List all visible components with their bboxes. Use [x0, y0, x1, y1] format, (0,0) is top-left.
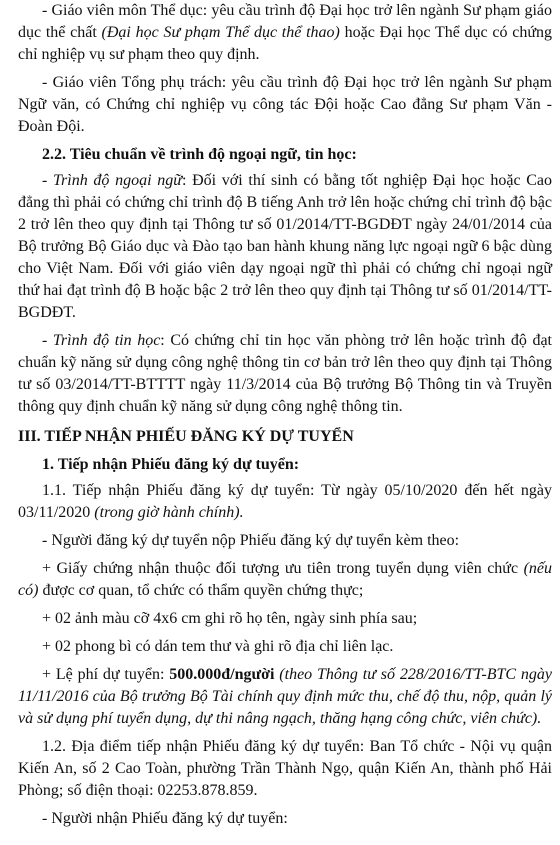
paragraph-receiver: - Người nhận Phiếu đăng ký dự tuyển:: [42, 810, 288, 827]
list-item-certificate: [18, 558, 552, 602]
heading-2-2: 2.2. Tiêu chuẩn về trình độ ngoại ngữ, tin học:: [42, 146, 357, 163]
heading-section-III: III. TIẾP NHẬN PHIẾU ĐĂNG KÝ DỰ TUYỂN: [18, 428, 354, 445]
italic-segment: (Đại học Sư phạm Thể dục thể thao): [101, 24, 340, 41]
list-item-photos: + 02 ảnh màu cỡ 4x6 cm ghi rõ họ tên, ngày sinh phía sau;: [42, 610, 418, 627]
fee-amount: 500.000đ/người: [169, 666, 275, 683]
text-segment: - Giáo viên môn Thể dục: yêu cầu trình độ Đại học trở lên ngành Sư phạm giáo dục thể chất: [18, 2, 552, 41]
paragraph-it-skills: [18, 330, 552, 418]
text-segment: : Đối với thí sinh có bằng tốt nghiệp Đại học hoặc Cao đẳng thì phải có chứng chỉ trình độ B tiếng Anh trở lên hoặc chứng chỉ trình độ bậc 2 trở lên theo quy định tại Thông tư số 01/2014/TT-BGDĐT ngày 24/01/2014 của Bộ trưởng Bộ Giáo dục và Đào tạo ban hành khung năng lực ngoại ngữ 6 bậc dùng cho Việt Nam. Đối với giáo viên dạy ngoại ngữ thì phải có chứng chỉ ngoại ngữ thứ hai đạt trình độ B hoặc bậc 2 trở lên theo quy định tại Thông tư số 01/2014/TT-BGDĐT.: [18, 172, 553, 321]
text-segment: hoặc Đại học Thể dục có chứng chỉ nghiệp vụ sư phạm theo quy định.: [18, 24, 553, 63]
text-segment: được cơ quan, tổ chức có thẩm quyền chứng thực;: [38, 582, 364, 599]
text-segment: 1.1. Tiếp nhận Phiếu đăng ký dự tuyển: Từ ngày 05/10/2020 đến hết ngày 03/11/2020: [18, 482, 552, 521]
paragraph-1-1: [18, 480, 552, 524]
paragraph-foreign-language: [18, 170, 552, 324]
heading-1: 1. Tiếp nhận Phiếu đăng ký dự tuyển:: [42, 456, 300, 473]
italic-segment: (nếu có): [18, 560, 552, 599]
list-item-fee: [18, 664, 552, 730]
list-item-envelopes: + 02 phong bì có dán tem thư và ghi rõ địa chỉ liên lạc.: [42, 638, 394, 655]
italic-segment: - Trình độ tin học: [42, 332, 161, 349]
paragraph-1-2: 1.2. Địa điểm tiếp nhận Phiếu đăng ký dự tuyển: Ban Tổ chức - Nội vụ quận Kiến An, số 2 Cao Toàn, phường Trần Thành Ngọ, quận Kiến An, thành phố Hải Phòng; số điện thoại: 02253.878.859.: [18, 738, 552, 799]
text-segment: : Có chứng chỉ tin học văn phòng trở lên hoặc trình độ đạt chuẩn kỹ năng sử dụng công nghệ thông tin cơ bản trở lên theo quy định tại Thông tư số 03/2014/TT-BTTTT ngày 11/3/2014 của Bộ trưởng Bộ Thông tin và Truyền thông quy định chuẩn kỹ năng sử dụng công nghệ thông tin.: [18, 332, 552, 415]
italic-segment: (theo Thông tư số 228/2016/TT-BTC ngày 11/11/2016 của Bộ trưởng Bộ Tài chính quy định mức thu, chế độ thu, nộp, quản lý và sử dụng phí tuyển dụng, dự thi nâng ngạch, thăng hạng công chức, viên chức).: [18, 666, 552, 727]
italic-segment: - Trình độ ngoại ngữ: [42, 172, 182, 189]
text-segment: + Lệ phí dự tuyển:: [42, 666, 170, 683]
text-segment: + Giấy chứng nhận thuộc đối tượng ưu tiên trong tuyển dụng viên chức: [42, 560, 524, 577]
paragraph-submit-with: - Người đăng ký dự tuyển nộp Phiếu đăng ký dự tuyển kèm theo:: [42, 532, 460, 549]
paragraph-pe-teacher: [18, 0, 552, 66]
italic-segment: (trong giờ hành chính).: [94, 504, 244, 521]
paragraph-general-leader: - Giáo viên Tổng phụ trách: yêu cầu trình độ Đại học trở lên ngành Sư phạm Ngữ văn, có Chứng chỉ nghiệp vụ công tác Đội hoặc Cao đẳng Sư phạm Văn - Đoàn Đội.: [18, 74, 552, 135]
